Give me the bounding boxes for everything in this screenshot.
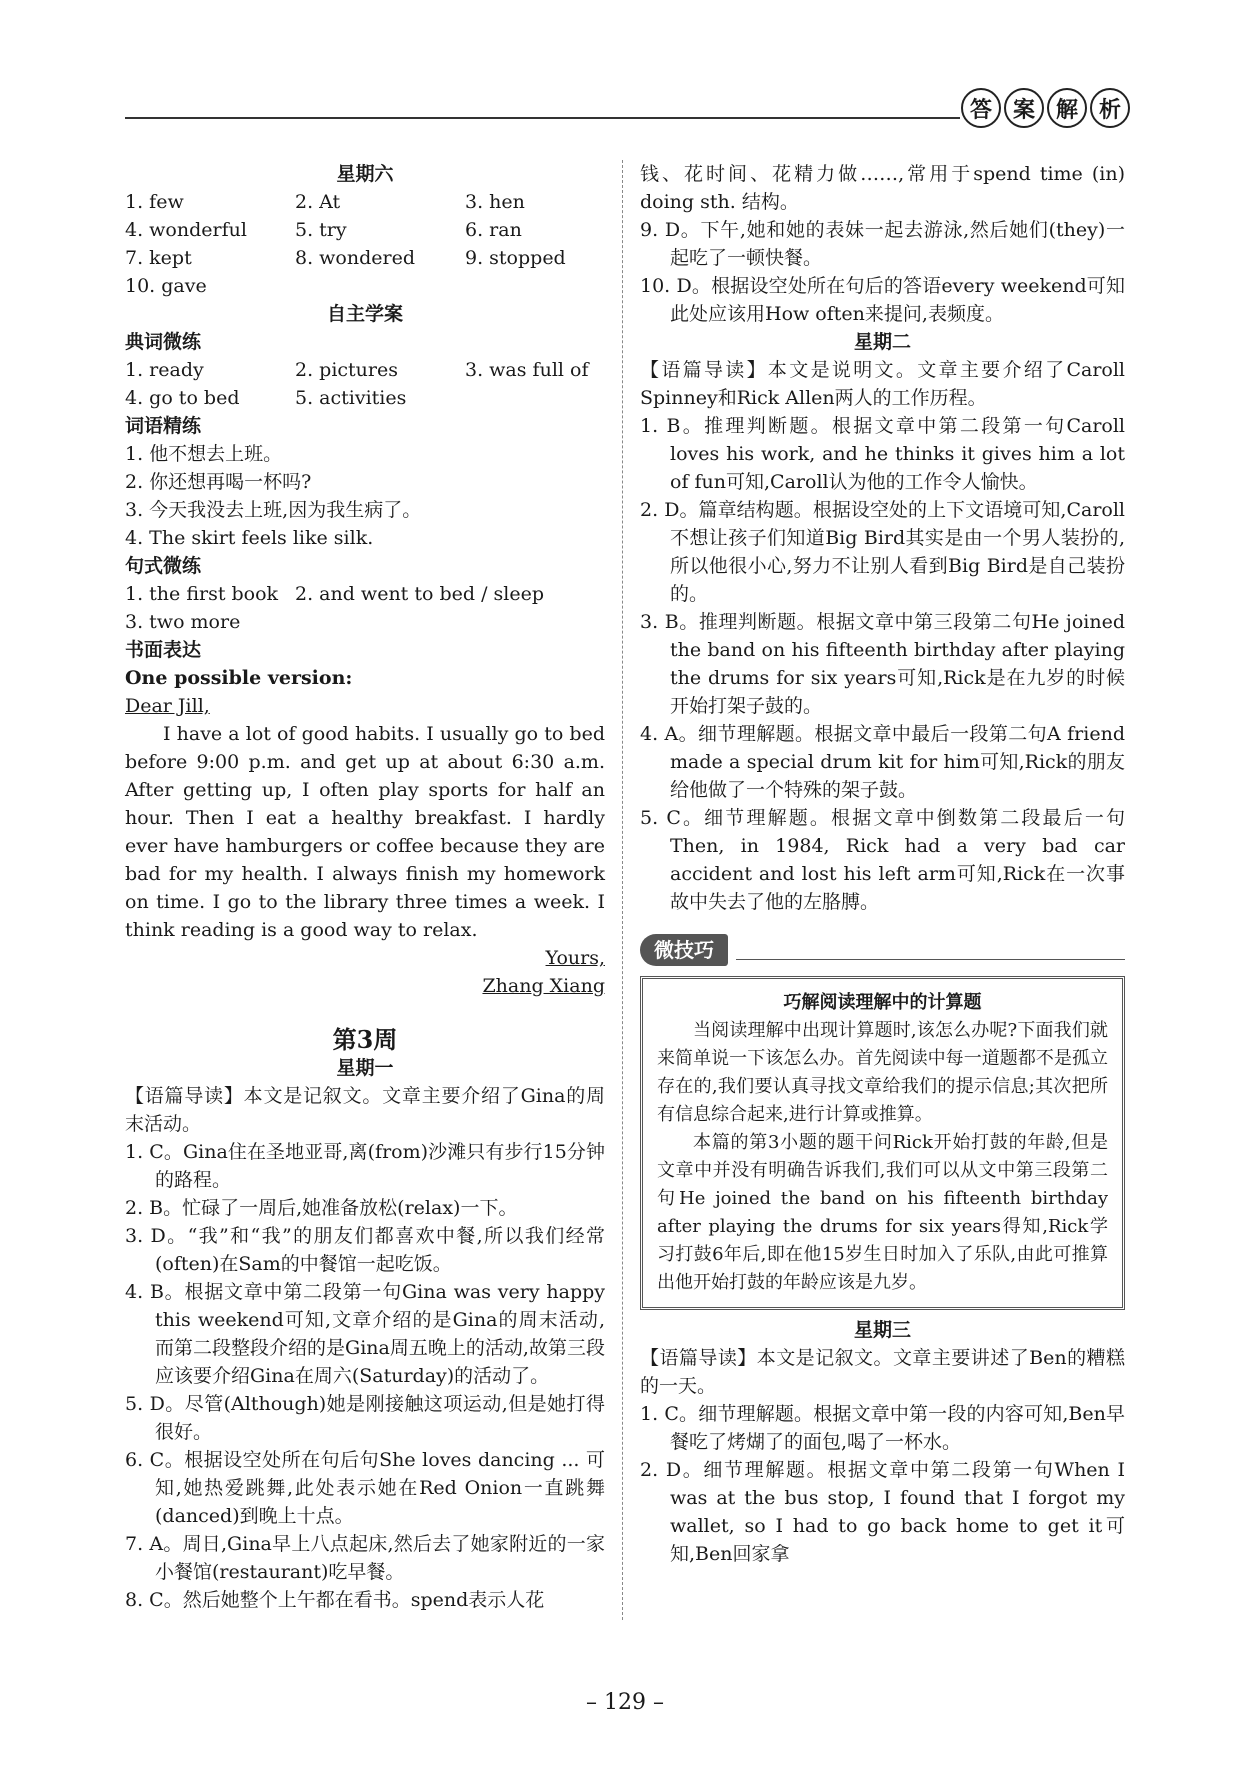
section-title-zizhu: 自主学案 — [326, 303, 403, 325]
tip-paragraph: 本篇的第3小题的题干问Rick开始打鼓的年龄,但是文章中并没有明确告诉我们,我们可以从文中第三段第二句He joined the band on his fifteenth birthday after playing the drums for six years得知,Rick学习打鼓6年后,即在他15岁生日时加入了乐队,由此可推算出他开始打鼓的年龄应该是九岁。 — [657, 1132, 1108, 1293]
header-rule — [125, 117, 960, 119]
wednesday-item: 2. D。细节理解题。根据文章中第二段第一句When I was at the bus stop, I found that I forgot my wallet, so I had to go back home to get it可知,Ben回家拿 — [640, 1459, 1125, 1565]
week-title: 第3周 — [332, 1025, 398, 1054]
section-title-saturday: 星期六 — [336, 163, 394, 185]
monday-item: 8. C。然后她整个上午都在看书。spend表示人花 — [125, 1589, 545, 1611]
header-char: 答 — [961, 88, 1001, 128]
monday-item: 6. C。根据设空处所在句后句She loves dancing ... 可知,她热爱跳舞,此处表示她在Red Onion一直跳舞(danced)到晚上十点。 — [125, 1449, 605, 1527]
header-title — [961, 88, 1130, 128]
answer: 1. the first book — [125, 583, 279, 605]
continued-text: 钱、花时间、花精力做……,常用于spend time (in) doing sth. 结构。 — [640, 163, 1125, 213]
answer: 2. At — [295, 191, 341, 213]
section-title-tuesday: 星期二 — [853, 331, 911, 353]
answer: 3. was full of — [465, 359, 589, 381]
answer: 8. wondered — [295, 247, 416, 269]
header-char: 析 — [1090, 88, 1130, 128]
dianci-answers — [125, 356, 605, 412]
right-column — [640, 160, 1125, 1568]
monday-item: 10. D。根据设空处所在句后的答语every weekend可知此处应该用How often来提问,表频度。 — [640, 275, 1125, 325]
tuesday-item: 1. B。推理判断题。根据文章中第二段第一句Caroll loves his work, and he thinks it gives him a lot of fun可知,Caroll认为他的工作令人愉快。 — [640, 415, 1125, 493]
tuesday-item: 2. D。篇章结构题。根据设空处的上下文语境可知,Caroll不想让孩子们知道Big Bird其实是由一个男人装扮的,所以他很小心,努力不让别人看到Big Bird是自己装扮的。 — [640, 499, 1125, 605]
monday-item: 9. D。下午,她和她的表妹一起去游泳,然后她们(they)一起吃了一顿快餐。 — [640, 219, 1125, 269]
subheading-dianci: 典词微练 — [125, 331, 202, 353]
column-divider — [622, 160, 623, 1620]
section-title-wednesday: 星期三 — [853, 1319, 911, 1341]
jushi-answers — [125, 580, 605, 636]
answer: 9. stopped — [465, 247, 566, 269]
tuesday-item: 3. B。推理判断题。根据文章中第三段第二句He joined the band on his fifteenth birthday after playing the drums for six years可知,Rick是在九岁的时候开始打架子鼓的。 — [640, 611, 1125, 717]
answer: 2. and went to bed / sleep — [295, 583, 544, 605]
answer: 3. hen — [465, 191, 525, 213]
wednesday-intro: 【语篇导读】本文是记叙文。文章主要讲述了Ben的糟糕的一天。 — [640, 1347, 1125, 1397]
subheading-ciyu: 词语精练 — [125, 415, 202, 437]
page-number: – 129 – — [586, 1690, 664, 1715]
header-char: 案 — [1004, 88, 1044, 128]
page-header — [125, 88, 1130, 128]
answer: 10. gave — [125, 275, 207, 297]
tip-section — [640, 934, 1125, 1310]
answer: 7. kept — [125, 247, 192, 269]
answer: 1. ready — [125, 359, 204, 381]
header-char: 解 — [1047, 88, 1087, 128]
saturday-answers — [125, 188, 605, 300]
letter-greeting: Dear Jill, — [125, 695, 210, 717]
wednesday-item: 1. C。细节理解题。根据文章中第一段的内容可知,Ben早餐吃了烤煳了的面包,喝了一杯水。 — [640, 1403, 1125, 1453]
answer: 4. go to bed — [125, 387, 240, 409]
tuesday-item: 4. A。细节理解题。根据文章中最后一段第二句A friend made a special drum kit for him可知,Rick的朋友给他做了一个特殊的架子鼓。 — [640, 723, 1125, 801]
section-title-monday: 星期一 — [336, 1057, 394, 1079]
tip-title: 巧解阅读理解中的计算题 — [783, 992, 982, 1013]
ciyu-line: 1. 他不想去上班。 — [125, 443, 283, 465]
tuesday-item: 5. C。细节理解题。根据文章中倒数第二段最后一句Then, in 1984, Rick had a very bad car accident and lost his left arm可知,Rick在一次事故中失去了他的左胳膊。 — [640, 807, 1125, 913]
monday-item: 1. C。Gina住在圣地亚哥,离(from)沙滩只有步行15分钟的路程。 — [125, 1141, 605, 1191]
ciyu-line: 4. The skirt feels like silk. — [125, 527, 374, 549]
letter-closing: Yours, — [545, 947, 605, 969]
answer: 6. ran — [465, 219, 522, 241]
answer: 3. two more — [125, 611, 241, 633]
left-column — [125, 160, 605, 1614]
tip-label: 微技巧 — [640, 934, 728, 966]
monday-item: 7. A。周日,Gina早上八点起床,然后去了她家附近的一家小餐馆(restaurant)吃早餐。 — [125, 1533, 605, 1583]
answer: 2. pictures — [295, 359, 398, 381]
answer: 1. few — [125, 191, 184, 213]
tip-rule — [736, 959, 1125, 960]
monday-item: 4. B。根据文章中第二段第一句Gina was very happy this weekend可知,文章介绍的是Gina的周末活动,而第二段整段介绍的是Gina周五晚上的活动,故第三段应该要介绍Gina在周六(Saturday)的活动了。 — [125, 1281, 605, 1387]
tuesday-intro: 【语篇导读】本文是说明文。文章主要介绍了Caroll Spinney和Rick Allen两人的工作历程。 — [640, 359, 1125, 409]
subheading-shumian: 书面表达 — [125, 639, 202, 661]
monday-intro: 【语篇导读】本文是记叙文。文章主要介绍了Gina的周末活动。 — [125, 1085, 605, 1135]
answer: 4. wonderful — [125, 219, 247, 241]
letter-signature: Zhang Xiang — [482, 975, 605, 997]
monday-item: 5. D。尽管(Although)她是刚接触这项运动,但是她打得很好。 — [125, 1393, 605, 1443]
answer: 5. activities — [295, 387, 407, 409]
tip-paragraph: 当阅读理解中出现计算题时,该怎么办呢?下面我们就来简单说一下该怎么办。首先阅读中每一道题都不是孤立存在的,我们要认真寻找文章给我们的提示信息;其次把所有信息综合起来,进行计算或推算。 — [657, 1020, 1108, 1125]
ciyu-line: 2. 你还想再喝一杯吗? — [125, 471, 312, 493]
letter-body: I have a lot of good habits. I usually go to bed before 9:00 p.m. and get up at about 6:30 a.m. After getting up, I often play sports for half an hour. Then I eat a healthy breakfast. I hardly ever have hamburgers or coffee because they are bad for my health. I always finish my homework on time. I go to the library three times a week. I think reading is a good way to relax. — [125, 723, 605, 941]
tip-header — [640, 934, 1125, 966]
tip-box — [640, 976, 1125, 1310]
ciyu-line: 3. 今天我没去上班,因为我生病了。 — [125, 499, 422, 521]
subheading-jushi: 句式微练 — [125, 555, 202, 577]
monday-item: 2. B。忙碌了一周后,她准备放松(relax)一下。 — [125, 1197, 518, 1219]
answer: 5. try — [295, 219, 347, 241]
version-label: One possible version: — [125, 667, 353, 689]
monday-item: 3. D。“我”和“我”的朋友们都喜欢中餐,所以我们经常(often)在Sam的中餐馆一起吃饭。 — [125, 1225, 605, 1275]
